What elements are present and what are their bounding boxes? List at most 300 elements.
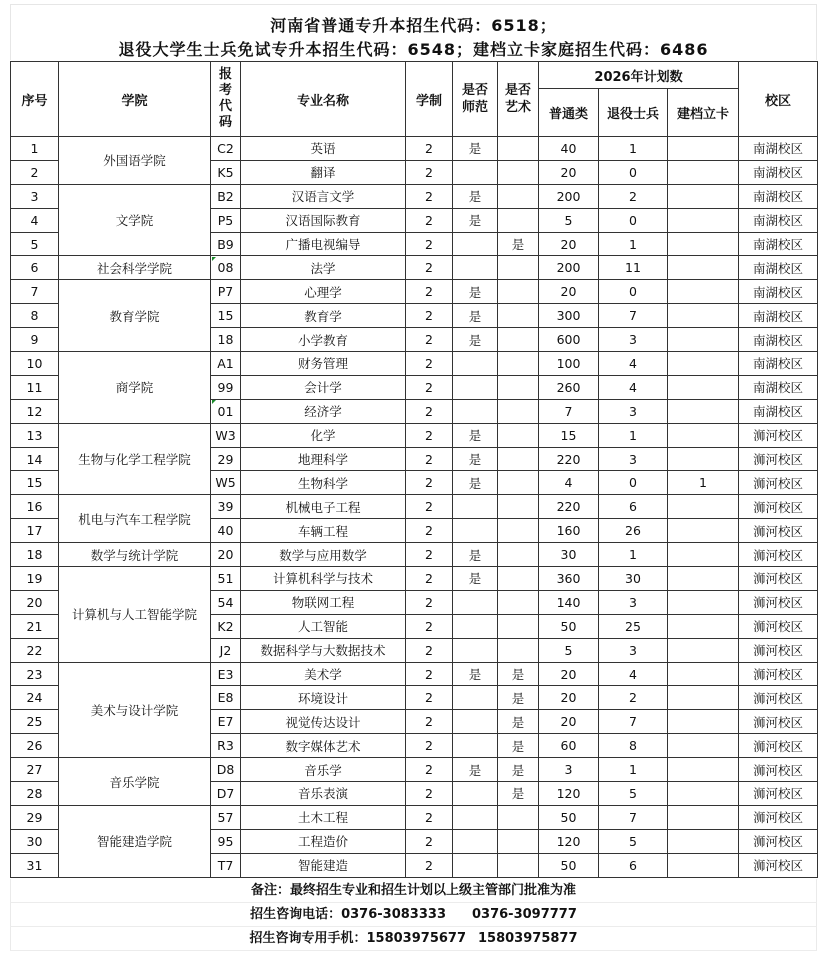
cell-code: K5	[211, 160, 241, 184]
header-major: 专业名称	[241, 62, 406, 137]
cell-veteran: 3	[599, 590, 668, 614]
cell-code: K2	[211, 614, 241, 638]
cell-major: 英语	[241, 137, 406, 161]
cell-normal	[453, 853, 498, 877]
cell-major: 机械电子工程	[241, 495, 406, 519]
title-line-1: 河南省普通专升本招生代码：6518；	[270, 16, 557, 35]
cell-normal: 是	[453, 208, 498, 232]
cell-normal	[453, 352, 498, 376]
cell-campus: 浉河校区	[739, 686, 818, 710]
cell-seq: 21	[11, 614, 59, 638]
cell-code: 57	[211, 805, 241, 829]
cell-campus: 南湖校区	[739, 208, 818, 232]
cell-veteran: 7	[599, 805, 668, 829]
cell-major: 数字媒体艺术	[241, 734, 406, 758]
cell-general: 120	[539, 782, 599, 806]
cell-campus: 浉河校区	[739, 519, 818, 543]
cell-veteran: 11	[599, 256, 668, 280]
cell-campus: 浉河校区	[739, 758, 818, 782]
cell-major: 环境设计	[241, 686, 406, 710]
cell-campus: 浉河校区	[739, 423, 818, 447]
cell-normal: 是	[453, 137, 498, 161]
cell-veteran: 6	[599, 495, 668, 519]
cell-major: 音乐学	[241, 758, 406, 782]
header-plan-group: 2026年计划数	[539, 62, 739, 89]
cell-duration: 2	[406, 471, 453, 495]
cell-general: 50	[539, 805, 599, 829]
cell-code: P7	[211, 280, 241, 304]
cell-code: B9	[211, 232, 241, 256]
cell-veteran: 1	[599, 543, 668, 567]
cell-duration: 2	[406, 304, 453, 328]
cell-campus: 南湖校区	[739, 184, 818, 208]
cell-major: 车辆工程	[241, 519, 406, 543]
cell-code: A1	[211, 352, 241, 376]
cell-poverty	[668, 137, 739, 161]
cell-college: 社会科学学院	[59, 256, 211, 280]
cell-campus: 南湖校区	[739, 304, 818, 328]
cell-seq: 30	[11, 829, 59, 853]
cell-seq: 13	[11, 423, 59, 447]
table-row	[11, 137, 818, 161]
cell-poverty	[668, 734, 739, 758]
cell-veteran: 1	[599, 423, 668, 447]
cell-campus: 南湖校区	[739, 137, 818, 161]
cell-major: 土木工程	[241, 805, 406, 829]
cell-normal	[453, 686, 498, 710]
cell-veteran: 0	[599, 208, 668, 232]
cell-art: 是	[498, 710, 539, 734]
cell-art	[498, 375, 539, 399]
cell-seq: 29	[11, 805, 59, 829]
mobile-2: 15803975877	[478, 931, 578, 946]
cell-general: 160	[539, 519, 599, 543]
cell-seq: 26	[11, 734, 59, 758]
cell-campus: 浉河校区	[739, 495, 818, 519]
cell-duration: 2	[406, 399, 453, 423]
table-row	[11, 758, 818, 782]
cell-major: 化学	[241, 423, 406, 447]
cell-poverty	[668, 328, 739, 352]
cell-art	[498, 590, 539, 614]
cell-poverty	[668, 614, 739, 638]
cell-seq: 1	[11, 137, 59, 161]
cell-campus: 浉河校区	[739, 567, 818, 591]
cell-poverty	[668, 543, 739, 567]
cell-general: 20	[539, 662, 599, 686]
cell-poverty	[668, 805, 739, 829]
cell-poverty	[668, 829, 739, 853]
cell-normal	[453, 160, 498, 184]
cell-poverty	[668, 232, 739, 256]
cell-art	[498, 471, 539, 495]
table-row	[11, 805, 818, 829]
cell-code: W5	[211, 471, 241, 495]
cell-general: 140	[539, 590, 599, 614]
cell-code: C2	[211, 137, 241, 161]
header-general: 普通类	[539, 89, 599, 137]
cell-normal	[453, 614, 498, 638]
cell-poverty	[668, 304, 739, 328]
cell-general: 50	[539, 853, 599, 877]
cell-seq: 28	[11, 782, 59, 806]
cell-college: 音乐学院	[59, 758, 211, 806]
cell-general: 200	[539, 256, 599, 280]
cell-veteran: 8	[599, 734, 668, 758]
cell-duration: 2	[406, 805, 453, 829]
header-campus: 校区	[739, 62, 818, 137]
cell-general: 5	[539, 208, 599, 232]
cell-duration: 2	[406, 519, 453, 543]
cell-art	[498, 614, 539, 638]
cell-veteran: 3	[599, 328, 668, 352]
cell-campus: 浉河校区	[739, 590, 818, 614]
table-body	[11, 137, 818, 878]
cell-normal	[453, 805, 498, 829]
cell-major: 会计学	[241, 375, 406, 399]
cell-general: 20	[539, 280, 599, 304]
phone-1: 0376-3083333	[341, 907, 446, 922]
header-veteran: 退役士兵	[599, 89, 668, 137]
cell-normal	[453, 710, 498, 734]
cell-poverty: 1	[668, 471, 739, 495]
cell-seq: 31	[11, 853, 59, 877]
cell-normal: 是	[453, 567, 498, 591]
cell-college: 外国语学院	[59, 137, 211, 185]
cell-art: 是	[498, 686, 539, 710]
cell-campus: 浉河校区	[739, 638, 818, 662]
cell-duration: 2	[406, 447, 453, 471]
cell-poverty	[668, 160, 739, 184]
cell-veteran: 0	[599, 160, 668, 184]
cell-code: 29	[211, 447, 241, 471]
cell-veteran: 0	[599, 471, 668, 495]
cell-veteran: 5	[599, 782, 668, 806]
header-poverty: 建档立卡	[668, 89, 739, 137]
cell-code: E8	[211, 686, 241, 710]
cell-campus: 浉河校区	[739, 471, 818, 495]
cell-veteran: 0	[599, 280, 668, 304]
cell-poverty	[668, 710, 739, 734]
cell-art	[498, 829, 539, 853]
cell-veteran: 4	[599, 662, 668, 686]
footer-mobile-row	[10, 927, 817, 951]
cell-general: 120	[539, 829, 599, 853]
cell-normal	[453, 375, 498, 399]
cell-code: E7	[211, 710, 241, 734]
cell-code: J2	[211, 638, 241, 662]
header-art-label: 是否艺术	[504, 83, 531, 115]
cell-veteran: 3	[599, 447, 668, 471]
cell-art: 是	[498, 782, 539, 806]
cell-poverty	[668, 519, 739, 543]
cell-poverty	[668, 758, 739, 782]
cell-campus: 南湖校区	[739, 256, 818, 280]
cell-campus: 南湖校区	[739, 399, 818, 423]
cell-veteran: 3	[599, 638, 668, 662]
cell-seq: 5	[11, 232, 59, 256]
cell-art	[498, 328, 539, 352]
cell-major: 数学与应用数学	[241, 543, 406, 567]
cell-veteran: 4	[599, 352, 668, 376]
cell-major: 地理科学	[241, 447, 406, 471]
cell-general: 3	[539, 758, 599, 782]
cell-comment-marker-icon	[212, 257, 216, 261]
cell-art: 是	[498, 662, 539, 686]
cell-art	[498, 399, 539, 423]
cell-campus: 浉河校区	[739, 829, 818, 853]
cell-art	[498, 567, 539, 591]
cell-general: 15	[539, 423, 599, 447]
header-art	[498, 62, 539, 137]
cell-art: 是	[498, 758, 539, 782]
cell-art	[498, 160, 539, 184]
cell-poverty	[668, 447, 739, 471]
cell-poverty	[668, 567, 739, 591]
cell-code: 18	[211, 328, 241, 352]
cell-art	[498, 519, 539, 543]
cell-college: 教育学院	[59, 280, 211, 352]
cell-normal	[453, 256, 498, 280]
cell-art: 是	[498, 734, 539, 758]
cell-art	[498, 208, 539, 232]
cell-normal: 是	[453, 758, 498, 782]
cell-art	[498, 447, 539, 471]
cell-seq: 19	[11, 567, 59, 591]
cell-seq: 20	[11, 590, 59, 614]
cell-campus: 浉河校区	[739, 805, 818, 829]
cell-campus: 浉河校区	[739, 710, 818, 734]
cell-general: 30	[539, 543, 599, 567]
cell-major: 数据科学与大数据技术	[241, 638, 406, 662]
cell-code: W3	[211, 423, 241, 447]
cell-code: 51	[211, 567, 241, 591]
cell-art	[498, 543, 539, 567]
header-seq: 序号	[11, 62, 59, 137]
cell-general: 7	[539, 399, 599, 423]
table-row	[11, 495, 818, 519]
cell-veteran: 5	[599, 829, 668, 853]
cell-art	[498, 280, 539, 304]
cell-duration: 2	[406, 853, 453, 877]
cell-art	[498, 495, 539, 519]
cell-normal	[453, 829, 498, 853]
cell-art	[498, 853, 539, 877]
cell-normal: 是	[453, 328, 498, 352]
cell-major: 生物科学	[241, 471, 406, 495]
cell-general: 4	[539, 471, 599, 495]
cell-art	[498, 638, 539, 662]
cell-art	[498, 423, 539, 447]
cell-campus: 南湖校区	[739, 352, 818, 376]
cell-seq: 12	[11, 399, 59, 423]
cell-code: 08	[211, 256, 241, 280]
cell-seq: 2	[11, 160, 59, 184]
cell-duration: 2	[406, 328, 453, 352]
table-row	[11, 352, 818, 376]
cell-major: 计算机科学与技术	[241, 567, 406, 591]
cell-seq: 11	[11, 375, 59, 399]
cell-major: 教育学	[241, 304, 406, 328]
cell-code: 20	[211, 543, 241, 567]
cell-duration: 2	[406, 137, 453, 161]
cell-duration: 2	[406, 590, 453, 614]
cell-campus: 浉河校区	[739, 447, 818, 471]
cell-poverty	[668, 590, 739, 614]
cell-campus: 浉河校区	[739, 853, 818, 877]
cell-major: 广播电视编导	[241, 232, 406, 256]
cell-art	[498, 304, 539, 328]
cell-duration: 2	[406, 782, 453, 806]
cell-code: 39	[211, 495, 241, 519]
table-row	[11, 423, 818, 447]
cell-general: 360	[539, 567, 599, 591]
cell-normal	[453, 590, 498, 614]
cell-art	[498, 352, 539, 376]
cell-normal	[453, 232, 498, 256]
table-row	[11, 280, 818, 304]
cell-duration: 2	[406, 375, 453, 399]
cell-college: 数学与统计学院	[59, 543, 211, 567]
cell-duration: 2	[406, 662, 453, 686]
cell-normal: 是	[453, 447, 498, 471]
footer-phone-row	[10, 903, 817, 927]
cell-major: 物联网工程	[241, 590, 406, 614]
cell-code: B2	[211, 184, 241, 208]
cell-major: 美术学	[241, 662, 406, 686]
cell-campus: 南湖校区	[739, 328, 818, 352]
cell-veteran: 7	[599, 304, 668, 328]
cell-campus: 浉河校区	[739, 662, 818, 686]
cell-duration: 2	[406, 543, 453, 567]
cell-duration: 2	[406, 208, 453, 232]
cell-campus: 浉河校区	[739, 734, 818, 758]
cell-campus: 南湖校区	[739, 280, 818, 304]
cell-poverty	[668, 662, 739, 686]
cell-code: E3	[211, 662, 241, 686]
cell-normal	[453, 495, 498, 519]
cell-major: 小学教育	[241, 328, 406, 352]
cell-normal: 是	[453, 184, 498, 208]
cell-seq: 16	[11, 495, 59, 519]
cell-general: 20	[539, 232, 599, 256]
cell-duration: 2	[406, 710, 453, 734]
cell-poverty	[668, 423, 739, 447]
cell-poverty	[668, 399, 739, 423]
cell-veteran: 4	[599, 375, 668, 399]
phone-2: 0376-3097777	[472, 907, 577, 922]
cell-major: 法学	[241, 256, 406, 280]
cell-seq: 10	[11, 352, 59, 376]
cell-college: 生物与化学工程学院	[59, 423, 211, 495]
cell-major: 智能建造	[241, 853, 406, 877]
cell-seq: 24	[11, 686, 59, 710]
cell-code: R3	[211, 734, 241, 758]
cell-poverty	[668, 256, 739, 280]
enrollment-plan-table	[10, 61, 818, 878]
cell-major: 视觉传达设计	[241, 710, 406, 734]
cell-campus: 浉河校区	[739, 614, 818, 638]
cell-seq: 6	[11, 256, 59, 280]
title-line-2: 退役大学生士兵免试专升本招生代码：6548；建档立卡家庭招生代码：6486	[118, 40, 709, 59]
phone-label: 招生咨询电话：	[250, 907, 342, 922]
cell-major: 财务管理	[241, 352, 406, 376]
mobile-label: 招生咨询专用手机：	[249, 931, 367, 946]
cell-normal: 是	[453, 543, 498, 567]
cell-major: 心理学	[241, 280, 406, 304]
cell-art	[498, 256, 539, 280]
cell-code: 40	[211, 519, 241, 543]
cell-veteran: 25	[599, 614, 668, 638]
cell-college: 机电与汽车工程学院	[59, 495, 211, 543]
cell-duration: 2	[406, 686, 453, 710]
cell-poverty	[668, 686, 739, 710]
cell-veteran: 30	[599, 567, 668, 591]
cell-general: 60	[539, 734, 599, 758]
header-college: 学院	[59, 62, 211, 137]
cell-campus: 浉河校区	[739, 782, 818, 806]
cell-code: T7	[211, 853, 241, 877]
cell-general: 300	[539, 304, 599, 328]
cell-seq: 8	[11, 304, 59, 328]
cell-duration: 2	[406, 256, 453, 280]
cell-poverty	[668, 375, 739, 399]
cell-seq: 9	[11, 328, 59, 352]
cell-major: 人工智能	[241, 614, 406, 638]
cell-veteran: 3	[599, 399, 668, 423]
cell-campus: 浉河校区	[739, 543, 818, 567]
cell-veteran: 1	[599, 232, 668, 256]
cell-code: P5	[211, 208, 241, 232]
cell-normal	[453, 519, 498, 543]
cell-general: 40	[539, 137, 599, 161]
cell-general: 20	[539, 710, 599, 734]
cell-general: 220	[539, 447, 599, 471]
cell-major: 汉语国际教育	[241, 208, 406, 232]
cell-general: 20	[539, 160, 599, 184]
table-row	[11, 184, 818, 208]
cell-campus: 南湖校区	[739, 375, 818, 399]
cell-code: D7	[211, 782, 241, 806]
cell-major: 翻译	[241, 160, 406, 184]
cell-veteran: 2	[599, 184, 668, 208]
cell-seq: 23	[11, 662, 59, 686]
cell-art	[498, 137, 539, 161]
cell-normal: 是	[453, 280, 498, 304]
cell-code: 99	[211, 375, 241, 399]
cell-veteran: 26	[599, 519, 668, 543]
cell-general: 50	[539, 614, 599, 638]
mobile-1: 15803975677	[366, 931, 466, 946]
cell-duration: 2	[406, 734, 453, 758]
cell-campus: 南湖校区	[739, 232, 818, 256]
cell-duration: 2	[406, 495, 453, 519]
cell-duration: 2	[406, 352, 453, 376]
cell-college: 计算机与人工智能学院	[59, 567, 211, 663]
cell-code: 54	[211, 590, 241, 614]
cell-seq: 22	[11, 638, 59, 662]
cell-poverty	[668, 782, 739, 806]
cell-campus: 南湖校区	[739, 160, 818, 184]
cell-poverty	[668, 208, 739, 232]
cell-college: 文学院	[59, 184, 211, 256]
cell-poverty	[668, 638, 739, 662]
cell-veteran: 6	[599, 853, 668, 877]
cell-poverty	[668, 352, 739, 376]
cell-duration: 2	[406, 232, 453, 256]
cell-veteran: 2	[599, 686, 668, 710]
cell-major: 音乐表演	[241, 782, 406, 806]
